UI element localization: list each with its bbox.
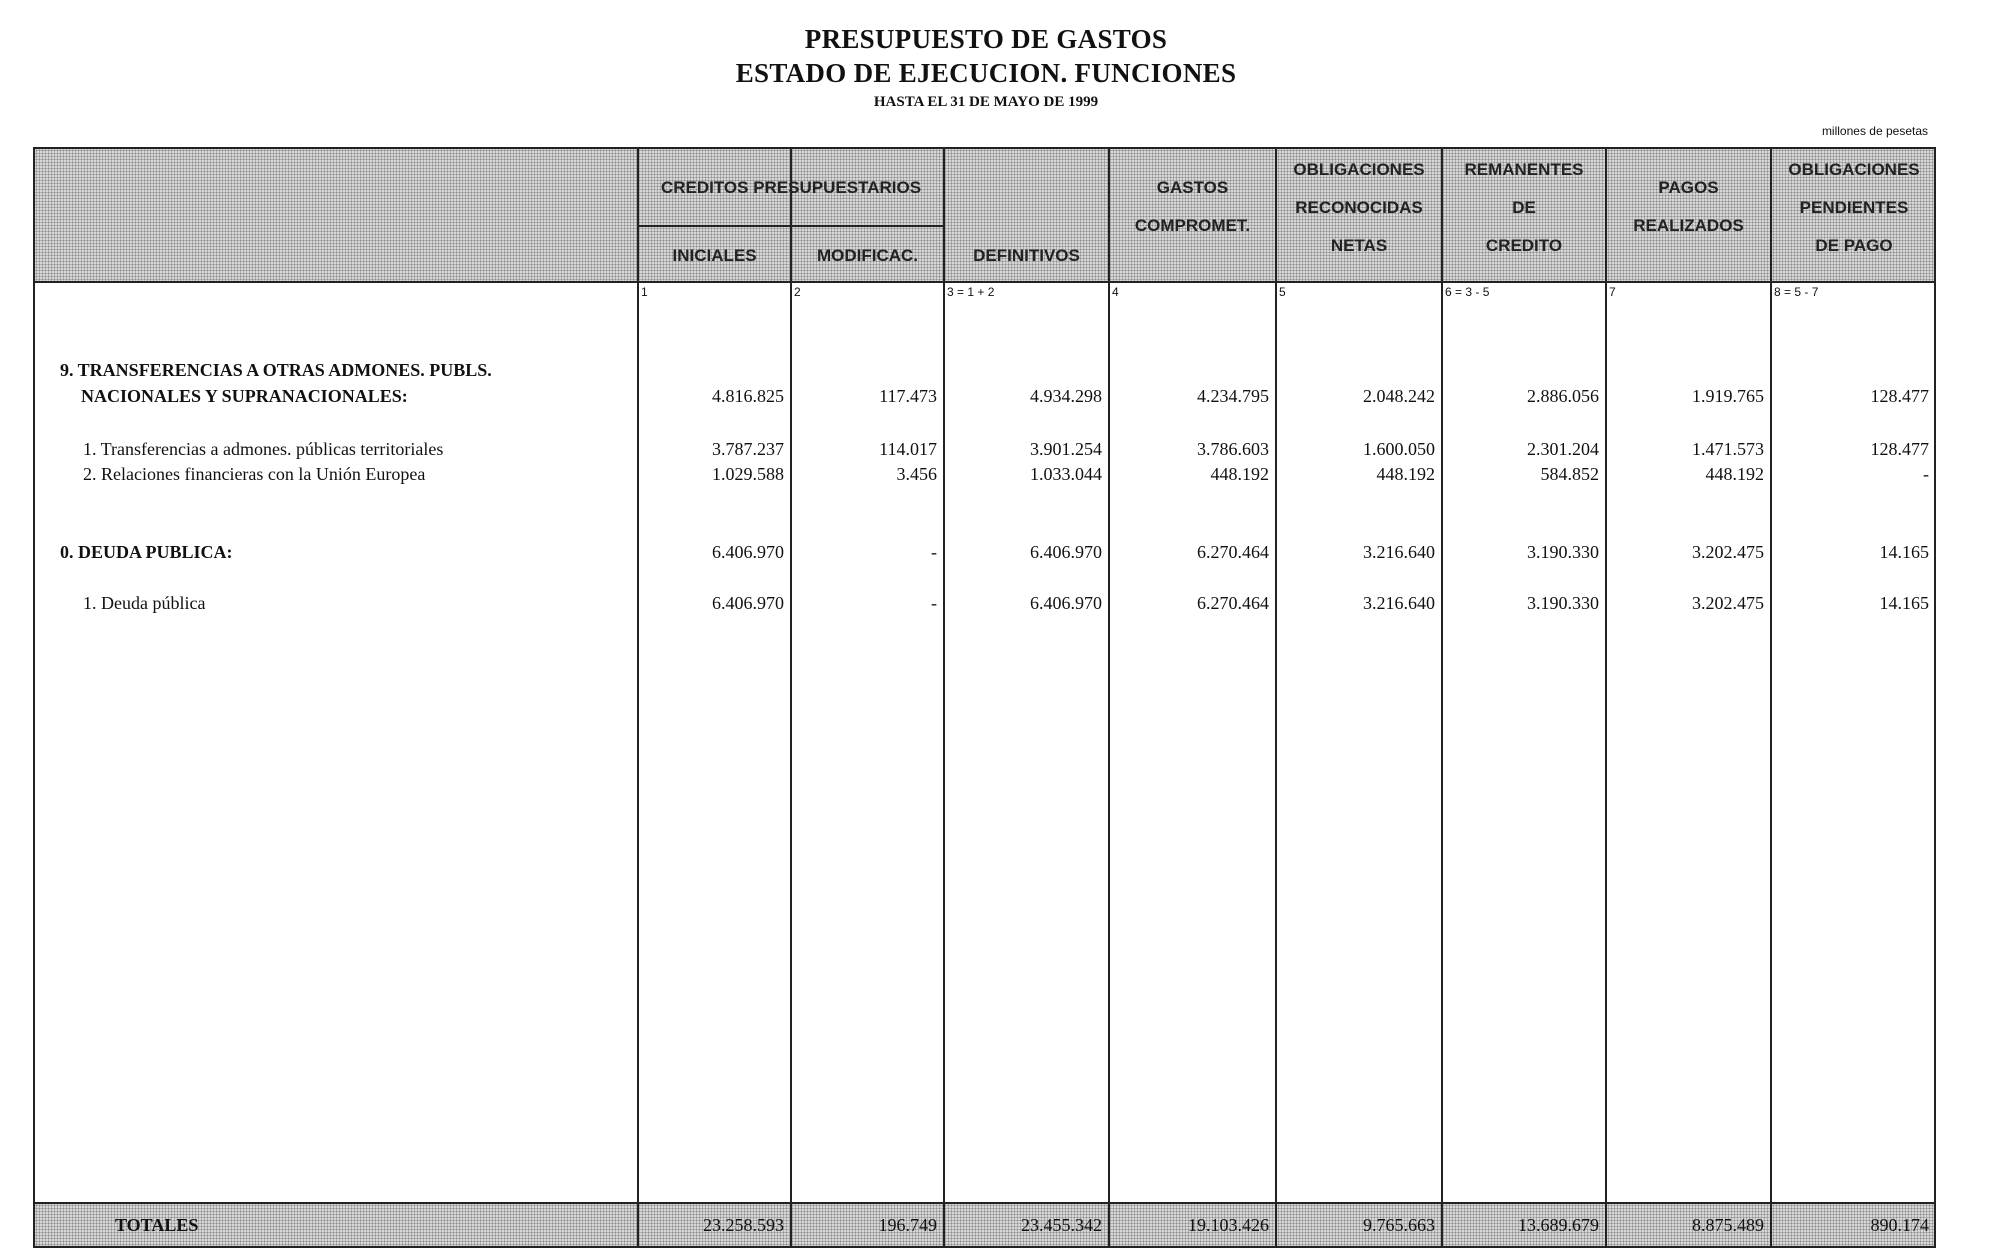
budget-table	[33, 147, 1936, 1248]
totals-cell: 9.765.663	[1363, 1215, 1435, 1235]
report-date: HASTA EL 31 DE MAYO DE 1999	[873, 94, 1099, 110]
column-number: 3 = 1 + 2	[947, 285, 995, 299]
table-cell: 114.017	[879, 439, 937, 459]
totals-cell: 23.258.593	[703, 1215, 784, 1235]
header-pagos-realizados: PAGOS REALIZADOS	[1633, 178, 1744, 235]
report-title: PRESUPUESTO DE GASTOS	[804, 24, 1168, 54]
totals-cell: 196.749	[878, 1215, 937, 1235]
table-cell: 2.886.056	[1527, 386, 1599, 406]
table-cell: 448.192	[1210, 464, 1269, 484]
table-cell: 3.456	[896, 464, 937, 484]
column-number: 7	[1609, 285, 1616, 299]
row-label-relaciones-ue: 2. Relaciones financieras con la Unión Europea	[83, 464, 426, 484]
table-cell: 1.471.573	[1692, 439, 1764, 459]
table-cell: 6.406.970	[1030, 593, 1102, 613]
totals-cell: 23.455.342	[1021, 1215, 1102, 1235]
table-cell: 3.216.640	[1363, 593, 1435, 613]
table-cell: 3.190.330	[1527, 542, 1599, 562]
header-gastos-comprometidos: GASTOS COMPROMET.	[1134, 178, 1251, 235]
totals-cell: 13.689.679	[1518, 1215, 1599, 1235]
table-cell: 1.919.765	[1692, 386, 1764, 406]
table-cell: 3.216.640	[1363, 542, 1435, 562]
row-label-transferencias-line1: 9. TRANSFERENCIAS A OTRAS ADMONES. PUBLS.	[60, 360, 492, 380]
table-cell: 1.029.588	[712, 464, 784, 484]
table-cell: 4.934.298	[1030, 386, 1102, 406]
table-cell: 128.477	[1870, 439, 1929, 459]
table-cell: 3.202.475	[1692, 593, 1764, 613]
column-number: 4	[1112, 285, 1119, 299]
column-number: 5	[1279, 285, 1286, 299]
totals-cell: 8.875.489	[1692, 1215, 1764, 1235]
header-obligaciones-pendientes: OBLIGACIONES PENDIENTES DE PAGO	[1788, 160, 1920, 255]
header-modificac: MODIFICAC.	[816, 246, 919, 265]
row-label-deuda-publica-detail: 1. Deuda pública	[83, 593, 206, 613]
totals-label: TOTALES	[115, 1215, 199, 1235]
row-label-transferencias-line2: NACIONALES Y SUPRANACIONALES:	[81, 386, 408, 406]
table-cell: 14.165	[1879, 593, 1929, 613]
header-remanentes: REMANENTES DE CREDITO	[1464, 160, 1584, 255]
table-cell: 584.852	[1540, 464, 1599, 484]
column-number: 6 = 3 - 5	[1445, 285, 1490, 299]
table-cell: 4.816.825	[712, 386, 784, 406]
column-number: 8 = 5 - 7	[1774, 285, 1819, 299]
table-cell: 6.406.970	[712, 542, 784, 562]
table-cell: 128.477	[1870, 386, 1929, 406]
totals-cell: 890.174	[1870, 1215, 1929, 1235]
report-subtitle: ESTADO DE EJECUCION. FUNCIONES	[735, 58, 1237, 88]
totals-cell: 19.103.426	[1188, 1215, 1269, 1235]
table-cell: -	[931, 542, 937, 562]
table-cell: 6.406.970	[712, 593, 784, 613]
table-cell: 2.301.204	[1527, 439, 1599, 459]
header-creditos-presupuestarios: CREDITOS PRESUPUESTARIOS	[660, 178, 922, 197]
header-definitivos: DEFINITIVOS	[973, 246, 1080, 265]
header-obligaciones-reconocidas: OBLIGACIONES RECONOCIDAS NETAS	[1293, 160, 1425, 255]
table-cell: 1.033.044	[1030, 464, 1102, 484]
table-cell: -	[931, 593, 937, 613]
table-cell: 448.192	[1705, 464, 1764, 484]
table-cell: 6.270.464	[1197, 593, 1269, 613]
row-label-transferencias-territoriales: 1. Transferencias a admones. públicas territoriales	[83, 439, 444, 459]
column-number: 2	[794, 285, 801, 299]
table-cell: 3.786.603	[1197, 439, 1269, 459]
table-cell: 6.406.970	[1030, 542, 1102, 562]
table-cell: 3.202.475	[1692, 542, 1764, 562]
column-number: 1	[641, 285, 648, 299]
header-iniciales: INICIALES	[672, 246, 757, 265]
table-cell: 3.787.237	[712, 439, 784, 459]
table-cell: 6.270.464	[1197, 542, 1269, 562]
table-cell: 14.165	[1879, 542, 1929, 562]
row-label-deuda-publica: 0. DEUDA PUBLICA:	[60, 542, 233, 562]
table-cell: 3.901.254	[1030, 439, 1102, 459]
table-cell: 3.190.330	[1527, 593, 1599, 613]
table-cell: 117.473	[879, 386, 937, 406]
units-note: millones de pesetas	[1821, 124, 1928, 138]
table-cell: -	[1923, 464, 1929, 484]
table-cell: 4.234.795	[1197, 386, 1269, 406]
table-cell: 448.192	[1376, 464, 1435, 484]
table-cell: 2.048.242	[1363, 386, 1435, 406]
table-cell: 1.600.050	[1363, 439, 1435, 459]
